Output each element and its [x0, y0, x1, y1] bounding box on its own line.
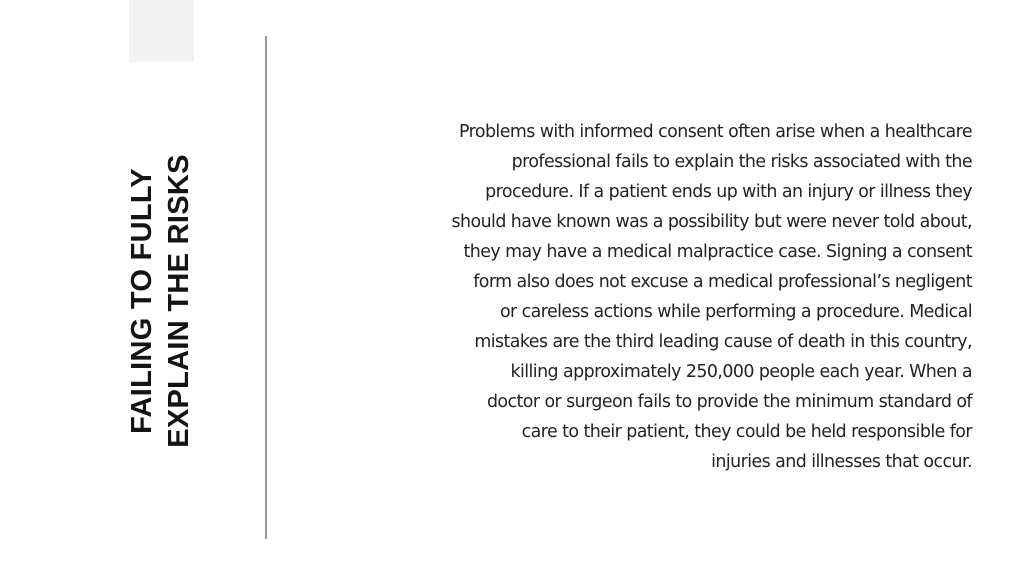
paragraph-line: mistakes are the third leading cause of death in this country, [474, 332, 972, 352]
paragraph-line: form also does not excuse a medical professional’s negligent [473, 272, 972, 292]
paragraph-line: care to their patient, they could be held responsible for [521, 422, 972, 442]
body-paragraph [348, 117, 972, 477]
paragraph-line: injuries and illnesses that occur. [711, 452, 972, 472]
paragraph-line: procedure. If a patient ends up with an injury or illness they [485, 182, 972, 202]
paragraph-line: Problems with informed consent often arise when a healthcare [459, 122, 972, 142]
top-decorative-tab [129, 0, 194, 62]
page-title [124, 141, 198, 461]
paragraph-line: doctor or surgeon fails to provide the minimum standard of [486, 392, 972, 412]
paragraph-line: killing approximately 250,000 people each year. When a [510, 362, 972, 382]
vertical-divider [265, 36, 267, 539]
paragraph-line: they may have a medical malpractice case. Signing a consent [463, 242, 972, 262]
title-line-2: EXPLAIN THE RISKS [163, 154, 195, 448]
paragraph-line: should have known was a possibility but were never told about, [451, 212, 972, 232]
title-line-1: FAILING TO FULLY [126, 168, 158, 434]
paragraph-line: or careless actions while performing a procedure. Medical [499, 302, 972, 322]
paragraph-line: professional fails to explain the risks associated with the [511, 152, 972, 172]
